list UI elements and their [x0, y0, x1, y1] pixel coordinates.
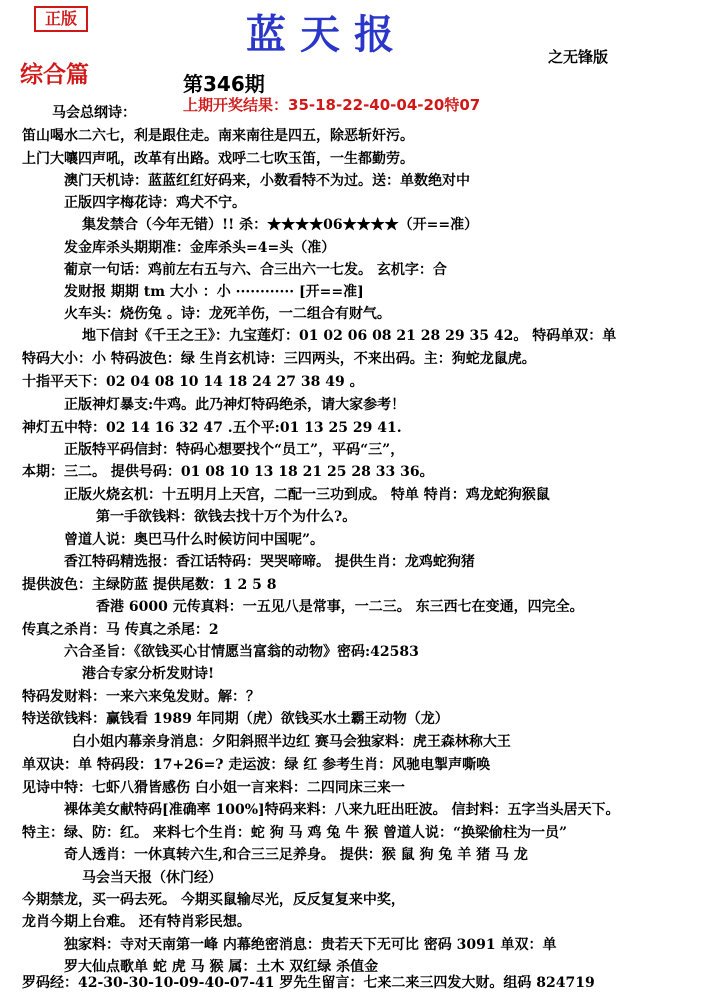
- text-line: 裸体美女献特码[准确率 100%]特码来料：八来九旺出旺波。 信封料：五字当头居天下。: [64, 802, 620, 818]
- text-line: 传真之杀肖：马 传真之杀尾：2: [22, 622, 219, 638]
- text-line: 正版特平码信封：特码心想要找个“员工”，平码“三”，: [64, 442, 405, 458]
- newspaper-title: 蓝天报: [246, 11, 408, 58]
- text-line: 独家料：寺对天南第一峰 内幕绝密消息：贵若天下无可比 密码 3091 单双：单: [64, 937, 557, 953]
- text-line: 龙肖今期上台难。 还有特肖彩民想。: [22, 914, 251, 930]
- text-line: 正版神灯暴支:牛鸡。此乃神灯特码绝杀，请大家参考！: [64, 397, 406, 413]
- text-line: 上门大嚷四声吼，改革有出路。戏呼二七吹玉笛，一生都勤劳。: [22, 151, 414, 167]
- text-line: 马会当天报（休门经）: [82, 870, 222, 886]
- text-line: 神灯五中特：02 14 16 32 47 .五个平:01 13 25 29 41.: [22, 420, 402, 436]
- text-line: 发财报 期期 tm 大小 ：小 ············ [开==准]: [64, 284, 364, 300]
- text-line: 单双诀：单 特码段：17+26=? 走运波：绿 红 参考生肖：风驰电掣声嘶唤: [22, 757, 491, 773]
- text-line: 正版火烧玄机：十五明月上天宫，二配一三功到成。 特单 特肖：鸡龙蛇狗猴鼠: [64, 487, 550, 503]
- text-line: 特主：绿、防：红。 来料七个生肖：蛇 狗 马 鸡 兔 牛 猴 曾道人说：“换梁偷柱为一员”: [22, 825, 568, 841]
- text-line: 香江特码精选报：香江话特码：哭哭啼啼。 提供生肖：龙鸡蛇狗猪: [64, 554, 475, 570]
- text-line: 罗码经：42-30-30-10-09-40-07-41 罗先生留言：七来二来三四发大财。组码 824719: [22, 975, 595, 991]
- text-line: 地下信封《千王之王》：九宝莲灯：01 02 06 08 21 28 29 35 42。 特码单双：单: [82, 328, 617, 344]
- text-line: 提供波色：主绿防蓝 提供尾数：1 2 5 8: [22, 577, 277, 593]
- text-line: 正版四字梅花诗：鸡犬不宁。: [64, 195, 246, 211]
- text-line: 六合圣旨：《欲钱买心甘情愿当富翁的动物》密码:42583: [64, 644, 419, 660]
- text-line: 第一手欲钱料：欲钱去找十万个为什么?。: [96, 509, 357, 525]
- text-line: 见诗中特：七虾八猾皆感伤 白小姐一言来料：二四同床三来一: [22, 780, 405, 796]
- text-line: 今期禁龙，买一码去死。 今期买鼠输尽光，反反复复来中奖，: [22, 892, 405, 908]
- text-line: 葡京一句话：鸡前左右五与六、合三出六一七发。 玄机字：合: [64, 262, 447, 278]
- text-line: 特码大小：小 特码波色：绿 生肖玄机诗：三四两头，不来出码。主：狗蛇龙鼠虎。: [22, 351, 536, 367]
- text-line: 十指平天下：02 04 08 10 14 18 24 27 38 49 。: [22, 374, 364, 390]
- text-line: 特码发财料：一来六来兔发财。解：？: [22, 689, 260, 705]
- text-line: 白小姐内幕亲身消息：夕阳斜照半边红 赛马会独家料：虎王森林称大王: [72, 734, 511, 750]
- text-line: 发金库杀头期期准：金库杀头=4=头（准）: [64, 240, 336, 256]
- section-title: 综合篇: [20, 61, 89, 88]
- issue-number: 第346期: [183, 72, 265, 96]
- text-line: 罗大仙点歌单 蛇 虎 马 猴 属：土木 双红绿 杀值金: [64, 959, 379, 975]
- last-result: 上期开奖结果：35-18-22-40-04-20特07: [183, 96, 481, 114]
- text-line: 特送欲钱料：赢钱看 1989 年同期（虎）欲钱买水土霸王动物（龙）: [22, 711, 449, 727]
- text-line: 笛山喝水二六七，利是跟住走。南来南往是四五，除恶斩奸污。: [22, 128, 414, 144]
- text-line: 曾道人说：奥巴马什么时候访问中国呢”。: [64, 532, 325, 548]
- text-line: 集发禁合（今年无错）!! 杀：★★★★06★★★★（开==准）: [82, 217, 479, 233]
- text-line: 本期：三二。 提供号码：01 08 10 13 18 21 25 28 33 36。: [22, 464, 434, 480]
- text-line: 马会总纲诗：: [52, 105, 136, 121]
- text-line: 火车头：烧伤兔 。诗：龙死羊伤，一二组合有财气。: [64, 306, 391, 322]
- authentic-badge: 正版: [34, 6, 88, 32]
- text-line: 港合专家分析发财诗!: [82, 666, 215, 682]
- text-line: 香港 6000 元传真料：一五见八是常事，一二三。 东三西七在变通，四完全。: [96, 599, 584, 615]
- edition-label: 之无锋版: [548, 48, 609, 66]
- text-line: 澳门天机诗：蓝蓝红红好码来，小数看特不为过。送：单数绝对中: [64, 173, 470, 189]
- text-line: 奇人透肖：一休真转六生,和合三三足养身。 提供：猴 鼠 狗 兔 羊 猪 马 龙: [64, 847, 528, 863]
